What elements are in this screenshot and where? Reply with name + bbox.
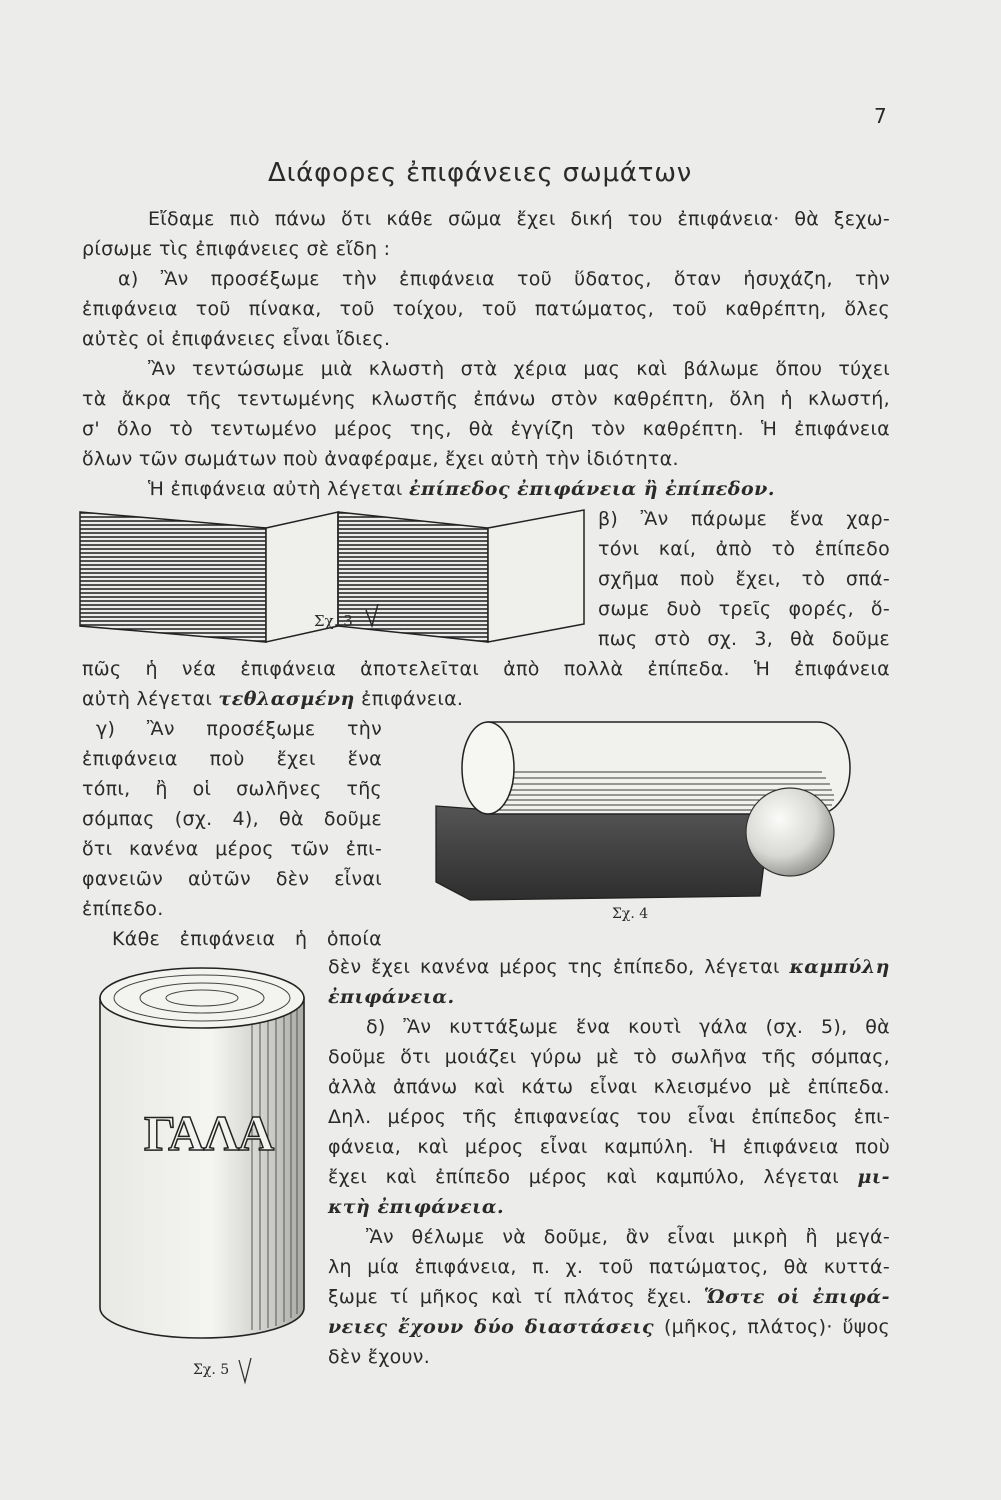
term-surface: ἐπιφάνεια.: [328, 986, 455, 1008]
text-line: [328, 954, 890, 980]
term-mixed: μι-: [857, 1166, 891, 1188]
text-line: τόπι, ἢ οἱ σωλῆνες τῆς: [82, 778, 382, 800]
text-line: ἐπίπεδο.: [82, 898, 164, 920]
text-line: [148, 476, 775, 502]
text-line: ὅτι κανένα μέρος τῶν ἐπι-: [82, 838, 382, 860]
text-line: δοῦμε ὅτι μοιάζει γύρω μὲ τὸ σωλῆνα τῆς σόμπας,: [328, 1046, 890, 1068]
text-line: σωμε δυὸ τρεῖς φορές, ὅ-: [598, 598, 890, 620]
text-plain: ξωμε τί μῆκος καὶ τί πλάτος ἔχει.: [328, 1286, 693, 1308]
text-plain: ἐπιφάνεια.: [361, 688, 464, 710]
figure-4-caption: Σχ. 4: [612, 906, 649, 922]
term-conclusion: Ὥστε οἱ ἐπιφά-: [703, 1286, 891, 1308]
text-plain: Ἡ ἐπιφάνεια αὐτὴ λέγεται: [148, 478, 403, 500]
figure-5-milk-can: [92, 958, 312, 1358]
term-two-dimensions: νειες ἔχουν δύο διαστάσεις: [328, 1316, 655, 1338]
text-line: πῶς ἡ νέα ἐπιφάνεια ἀποτελεῖται ἀπὸ πολλὰ ἐπίπεδα. Ἡ ἐπιφάνεια: [82, 658, 890, 680]
page-number: 7: [874, 104, 887, 128]
text-line: α) Ἂν προσέξωμε τὴν ἐπιφάνεια τοῦ ὕδατος, ὅταν ἡσυχάζη, τὴν: [118, 268, 890, 290]
text-line: [328, 984, 455, 1010]
text-line: Δηλ. μέρος τῆς ἐπιφανείας του εἶναι ἐπίπεδος ἐπι-: [328, 1106, 890, 1128]
text-line: σόμπας (σχ. 4), θὰ δοῦμε: [82, 808, 382, 830]
figure-3-caption: Σχ. 3: [314, 612, 353, 630]
text-line: ἐπιφάνεια τοῦ πίνακα, τοῦ τοίχου, τοῦ πατώματος, τοῦ καθρέπτη, ὅλες: [82, 298, 890, 320]
text-plain: αὐτὴ λέγεται: [82, 688, 213, 710]
text-line: τόνι καί, ἀπὸ τὸ ἐπίπεδο: [598, 538, 890, 560]
text-line: [328, 1284, 890, 1310]
text-line: δ) Ἂν κυττάξωμε ἕνα κουτὶ γάλα (σχ. 5), θὰ: [366, 1016, 890, 1038]
text-line: Εἴδαμε πιὸ πάνω ὅτι κάθε σῶμα ἔχει δική του ἐπιφάνεια· θὰ ξεχω-: [148, 208, 890, 230]
text-line: λη μία ἐπιφάνεια, π. χ. τοῦ πατώματος, θὰ κυττά-: [328, 1256, 890, 1278]
text-line: Ἂν θέλωμε νὰ δοῦμε, ἂν εἶναι μικρὴ ἢ μεγά-: [366, 1226, 890, 1248]
term-folded-surface: τεθλασμένη: [218, 688, 355, 710]
text-line: φάνεια, καὶ μέρος εἶναι καμπύλη. Ἡ ἐπιφάνεια ποὺ: [328, 1136, 890, 1158]
text-line: ἀλλὰ ἀπάνω καὶ κάτω εἶναι κλεισμένο μὲ ἐπίπεδα.: [328, 1076, 890, 1098]
figure-4-pipe-and-ball: [430, 700, 890, 920]
can-label: ΓΑΛΑ: [144, 1105, 274, 1161]
text-line: ἐπιφάνεια ποὺ ἔχει ἕνα: [82, 748, 382, 770]
text-line: αὐτὲς οἱ ἐπιφάνειες εἶναι ἴδιες.: [82, 328, 391, 350]
text-line: σ' ὅλο τὸ τεντωμένο μέρος της, θὰ ἐγγίζη τὸν καθρέπτη. Ἡ ἐπιφάνεια: [82, 418, 890, 440]
text-plain: (μῆκος, πλάτος)· ὕψος: [663, 1316, 890, 1338]
text-line: δὲν ἔχουν.: [328, 1346, 431, 1368]
text-line: Ἂν τεντώσωμε μιὰ κλωστὴ στὰ χέρια μας καὶ βάλωμε ὅπου τύχει: [148, 358, 890, 380]
text-plain: δὲν ἔχει κανένα μέρος της ἐπίπεδο, λέγεται: [328, 956, 780, 978]
text-line: ρίσωμε τὶς ἐπιφάνειες σὲ εἴδη :: [82, 238, 391, 260]
term-flat-surface: ἐπίπεδος ἐπιφάνεια ἢ ἐπίπεδον.: [409, 478, 775, 500]
text-plain: ἔχει καὶ ἐπίπεδο μέρος καὶ καμπύλο, λέγεται: [328, 1166, 840, 1188]
term-mixed-surface: κτὴ ἐπιφάνεια.: [328, 1196, 505, 1218]
check-mark-icon: [236, 1356, 256, 1386]
text-line: [328, 1194, 504, 1220]
text-line: [328, 1314, 890, 1340]
text-line: β) Ἂν πάρωμε ἕνα χαρ-: [598, 508, 890, 530]
figure-5-caption: Σχ. 5: [193, 1362, 230, 1378]
page-title: Διάφορες ἐπιφάνειες σωμάτων: [268, 158, 693, 188]
text-line: γ) Ἂν προσέξωμε τὴν: [96, 718, 382, 740]
text-line: Κάθε ἐπιφάνεια ἡ ὁποία: [112, 928, 382, 950]
text-line: φανειῶν αὐτῶν δὲν εἶναι: [82, 868, 382, 890]
text-line: πως στὸ σχ. 3, θὰ δοῦμε: [598, 628, 890, 650]
text-line: [328, 1164, 890, 1190]
text-line: [82, 686, 463, 712]
text-line: τὰ ἄκρα τῆς τεντωμένης κλωστῆς ἐπάνω στὸν καθρέπτη, ὅλη ἡ κλωστή,: [82, 388, 890, 410]
text-line: ὅλων τῶν σωμάτων ποὺ ἀναφέραμε, ἔχει αὐτὴ τὴν ἰδιότητα.: [82, 448, 679, 470]
text-line: σχῆμα ποὺ ἔχει, τὸ σπά-: [598, 568, 890, 590]
term-curved: καμπύλη: [789, 956, 890, 978]
